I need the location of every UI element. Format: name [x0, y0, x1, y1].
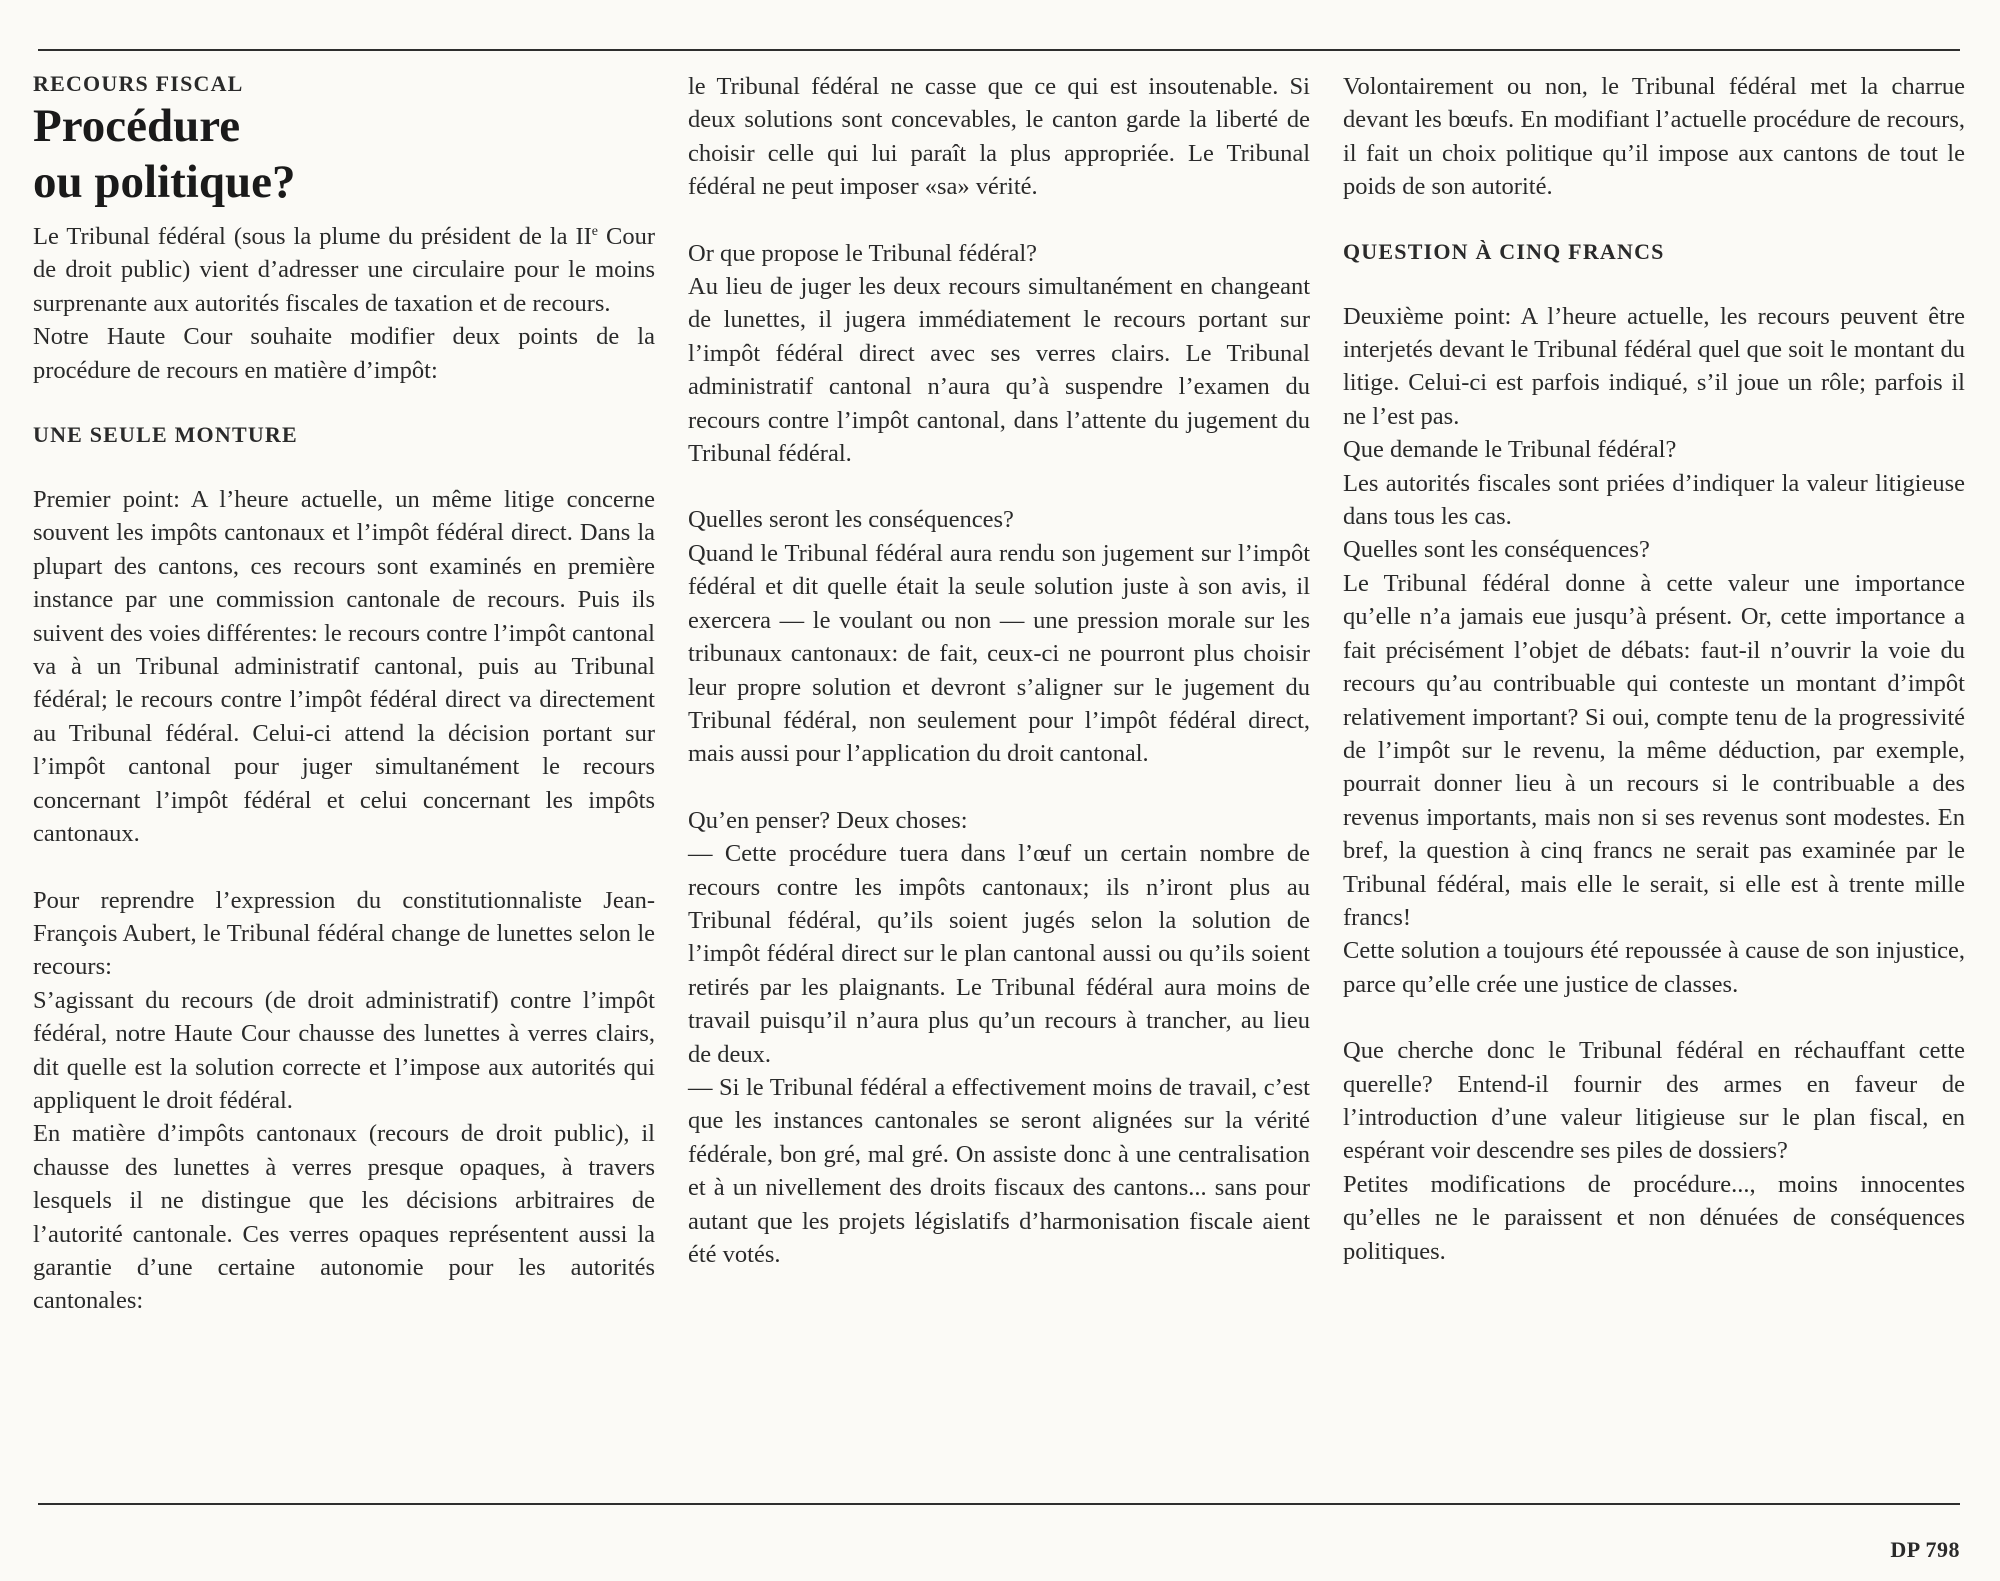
top-rule: [38, 49, 1960, 51]
bottom-rule: [38, 1503, 1960, 1505]
column-2: [688, 70, 1310, 1271]
paragraph: Notre Haute Cour souhaite modifier deux points de la procédure de recours en matière d’impôt:: [33, 323, 655, 384]
paragraph: Les autorités fiscales sont priées d’indiquer la valeur litigieuse dans tous les cas.: [1343, 469, 1965, 531]
paragraph: Quand le Tribunal fédéral aura rendu son jugement sur l’impôt fédéral et dit quelle était la seule solution juste à son avis, il exercera — le voulant ou non — une pression morale sur les tribunaux cantonaux: de fait, ceux-ci ne pourront plus choisir leur propre solution et devront s’aligner sur le jugement du Tribunal fédéral, non seulement pour l’impôt fédéral direct, mais aussi pour l’application du droit cantonal.: [688, 539, 1310, 768]
paragraph: Pour reprendre l’expression du constitutionnaliste Jean-François Aubert, le Tribunal fédéral change de lunettes selon le recours:: [33, 886, 655, 981]
title-line-1: Procédure: [33, 100, 241, 152]
paragraph: Que cherche donc le Tribunal fédéral en réchauffant cette querelle? Entend-il fournir des armes en faveur de l’introduction d’une valeur litigieuse sur le plan fiscal, en espérant voir descendre ses piles de dossiers?: [1343, 1037, 1965, 1165]
paragraph: En matière d’impôts cantonaux (recours de droit public), il chausse des lunettes à verres presque opaques, à travers lesquels il ne distingue que les décisions arbitraires de l’autorité cantonale. Ces verres opaques représentent aussi la garantie d’une certaine autonomie pour les autorités cantonales:: [33, 1120, 655, 1315]
intro-paragraph: Le Tribunal fédéral (sous la plume du président de la IIe Cour de droit public) vient d’adresser une circulaire pour le moins surprenante aux autorités fiscales de taxation et de recours.: [33, 223, 655, 317]
paragraph: Deuxième point: A l’heure actuelle, les recours peuvent être interjetés devant le Tribunal fédéral quel que soit le montant du litige. Celui-ci est parfois indiqué, s’il joue un rôle; parfois il ne l’est pas.: [1343, 302, 1965, 430]
column-1: [33, 70, 655, 1318]
page-folio: DP 798: [1890, 1537, 1960, 1562]
paragraph: Que demande le Tribunal fédéral?: [1343, 436, 1677, 464]
paragraph: Qu’en penser? Deux choses:: [688, 806, 968, 834]
paragraph: — Cette procédure tuera dans l’œuf un certain nombre de recours contre les impôts cantonaux; ils n’iront plus au Tribunal fédéral, qu’ils soient jugés selon la solution de l’impôt fédéral direct sur le plan cantonal aussi ou qu’ils soient retirés par les plaignants. Le Tribunal fédéral aura moins de travail puisqu’il n’aura plus qu’un recours à trancher, au lieu de deux.: [688, 840, 1310, 1068]
paragraph: Cette solution a toujours été repoussée à cause de son injustice, parce qu’elle crée une justice de classes.: [1343, 937, 1965, 998]
column-3: [1343, 70, 1965, 1268]
subheading-question-a-cinq-francs: QUESTION À CINQ FRANCS: [1343, 238, 1665, 264]
paragraph: Premier point: A l’heure actuelle, un même litige concerne souvent les impôts cantonaux et l’impôt fédéral direct. Dans la plupart des cantons, ces recours sont examinés en première instance par une commission cantonale de recours. Puis ils suivent des voies différentes: le recours contre l’impôt cantonal va à un Tribunal administratif cantonal, puis au Tribunal fédéral; le recours contre l’impôt fédéral direct va directement au Tribunal fédéral. Celui-ci attend la décision portant sur l’impôt cantonal pour juger simultanément le recours concernant l’impôt fédéral et celui concernant les impôts cantonaux.: [33, 486, 655, 848]
paragraph: — Si le Tribunal fédéral a effectivement moins de travail, c’est que les instances cantonales se seront alignées sur la vérité fédérale, bon gré, mal gré. On assiste donc à une centralisation et à un nivellement des droits fiscaux des cantons... sans pour autant que les projets législatifs d’harmonisation fiscale aient été votés.: [688, 1073, 1310, 1268]
paragraph: Petites modifications de procédure..., moins innocentes qu’elles ne le paraissent et non dénuées de conséquences politiques.: [1343, 1170, 1965, 1265]
paragraph: Volontairement ou non, le Tribunal fédéral met la charrue devant les bœufs. En modifiant l’actuelle procédure de recours, il fait un choix politique qu’il impose aux cantons de tout le poids de son autorité.: [1343, 73, 1965, 201]
paragraph: S’agissant du recours (de droit administratif) contre l’impôt fédéral, notre Haute Cour chausse des lunettes à verres clairs, dit quelle est la solution correcte et l’impose aux autorités qui appliquent le droit fédéral.: [33, 986, 655, 1114]
title-line-2: ou politique?: [33, 156, 296, 208]
paragraph: Le Tribunal fédéral donne à cette valeur une importance qu’elle n’a jamais eue jusqu’à présent. Or, cette importance a fait précisément l’objet de débats: faut-il n’ouvrir la voie du recours qu’au contribuable qui conteste un montant d’impôt relativement important? Si oui, compte tenu de la progressivité de l’impôt sur le revenu, la même déduction, par exemple, pourrait donner lieu à un recours si le contribuable a des revenus importants, mais non si ses revenus sont modestes. En bref, la question à cinq francs ne serait pas examinée par le Tribunal fédéral, mais elle le serait, si elle est à trente mille francs!: [1343, 569, 1965, 931]
paragraph: Au lieu de juger les deux recours simultanément en changeant de lunettes, il jugera immédiatement le recours portant sur l’impôt fédéral direct avec ses verres clairs. Le Tribunal administratif cantonal n’aura qu’à suspendre l’examen du recours contre l’impôt cantonal, dans l’attente du jugement du Tribunal fédéral.: [688, 273, 1310, 468]
section-kicker: RECOURS FISCAL: [33, 71, 244, 96]
paragraph: Or que propose le Tribunal fédéral?: [688, 239, 1038, 267]
subheading-une-seule-monture: UNE SEULE MONTURE: [33, 422, 298, 448]
article-title: [33, 98, 655, 210]
paragraph: le Tribunal fédéral ne casse que ce qui est insoutenable. Si deux solutions sont concevables, le canton garde la liberté de choisir celle qui lui paraît la plus appropriée. Le Tribunal fédéral ne peut imposer «sa» vérité.: [688, 73, 1310, 201]
paragraph: Quelles sont les conséquences?: [1343, 536, 1650, 564]
paragraph: Quelles seront les conséquences?: [688, 506, 1014, 534]
